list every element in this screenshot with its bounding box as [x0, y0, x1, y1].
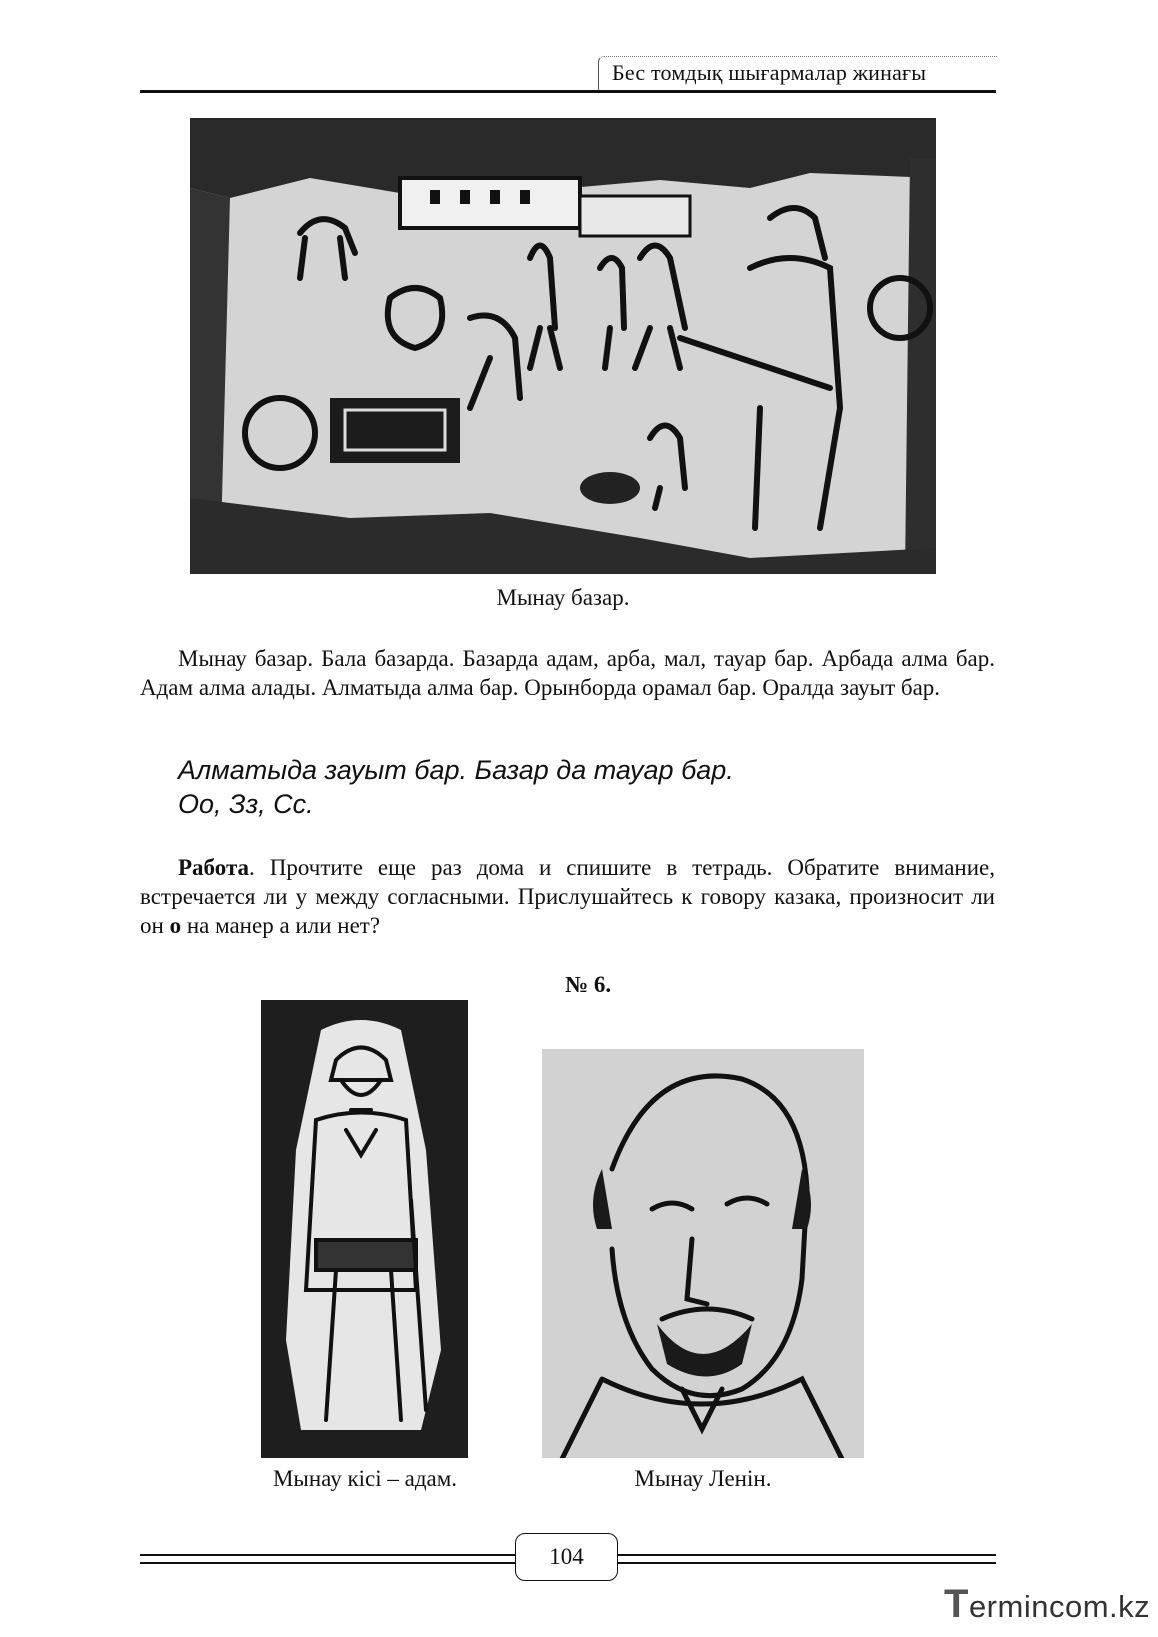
- header-rule: [140, 90, 996, 93]
- work-bold-letter: о: [169, 913, 182, 938]
- task-number: № 6.: [565, 972, 612, 997]
- bazaar-caption: Мынау базар.: [496, 585, 630, 610]
- lenin-caption: Мынау Ленін.: [634, 1466, 772, 1491]
- running-header: Бес томдық шығармалар жинағы: [612, 60, 927, 85]
- page-number: 104: [515, 1533, 618, 1581]
- footer-rule-left: [140, 1554, 515, 1564]
- work-text-end: на манер а или нет?: [181, 913, 381, 938]
- work-paragraph: [140, 853, 995, 940]
- person-caption: Мынау кісі – адам.: [272, 1466, 458, 1491]
- bazaar-illustration: [190, 118, 936, 574]
- footer-rule-right: [616, 1554, 996, 1564]
- italic-line-2: Оо, Зз, Сс.: [178, 789, 314, 819]
- person-illustration: [261, 1000, 468, 1458]
- work-text: . Прочтите еще раз дома и спишите в тетрадь. Обратите внимание, встречается ли у между согласными. Прислушайтесь к говору казака, произносит ли он: [140, 855, 995, 938]
- lenin-illustration: [542, 1049, 864, 1458]
- work-label: Работа: [178, 855, 250, 880]
- italic-line-1: Алматыда зауыт бар. Базар да тауар бар.: [178, 755, 734, 785]
- watermark-logo: Termincom.kz: [944, 1582, 1151, 1626]
- body-paragraph: Мынау базар. Бала базарда. Базарда адам, арба, мал, тауар бар. Арбада алма бар. Адам алма алады. Алматыда алма бар. Орынборда орамал бар. Оралда зауыт бар.: [140, 646, 995, 700]
